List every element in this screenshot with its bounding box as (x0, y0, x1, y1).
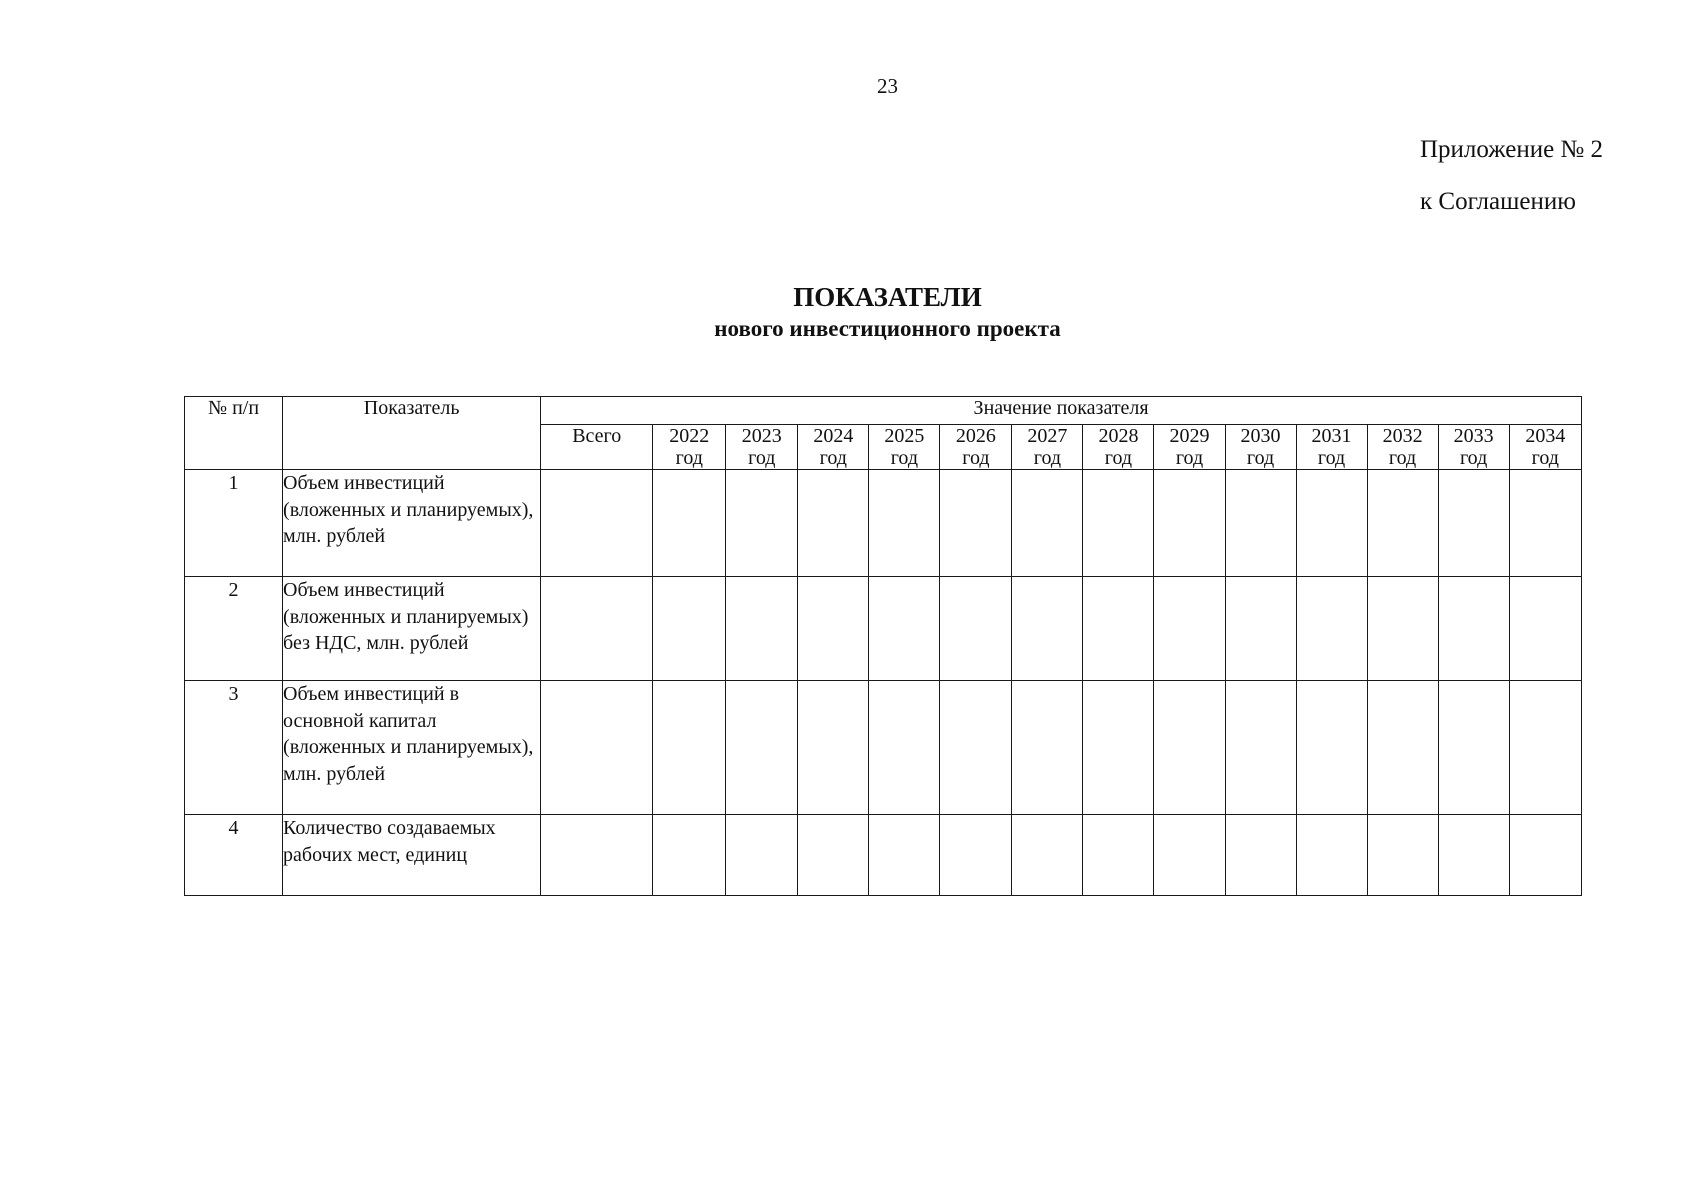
value-cell (1438, 681, 1509, 815)
year-suffix: год (1104, 447, 1133, 469)
column-header-year (798, 425, 869, 470)
column-header-year (1438, 425, 1509, 470)
year-suffix: год (1317, 447, 1346, 469)
value-cell (1083, 577, 1154, 681)
column-header-year (869, 425, 940, 470)
year-value: 2023 (741, 425, 782, 447)
table-row (185, 681, 1582, 815)
value-cell (653, 577, 726, 681)
value-cell (1509, 470, 1581, 577)
value-cell (653, 681, 726, 815)
table-row (185, 577, 1582, 681)
column-header-year (1012, 425, 1083, 470)
value-cell (1438, 577, 1509, 681)
value-cell (1509, 681, 1581, 815)
appendix-reference: к Соглашению (1420, 188, 1576, 215)
year-suffix: год (1388, 447, 1417, 469)
value-cell (1509, 577, 1581, 681)
value-cell (798, 577, 869, 681)
value-cell (1083, 681, 1154, 815)
value-cell-total (541, 815, 653, 896)
value-cell-total (541, 681, 653, 815)
document-title: ПОКАЗАТЕЛИ (793, 282, 982, 312)
appendix-note (1420, 134, 1603, 218)
value-cell (940, 681, 1012, 815)
value-cell (1012, 681, 1083, 815)
document-heading (0, 280, 1695, 344)
column-header-year (1225, 425, 1296, 470)
year-value: 2032 (1382, 425, 1423, 447)
value-cell (1012, 815, 1083, 896)
row-number: 3 (185, 681, 283, 815)
value-cell (653, 815, 726, 896)
value-cell (1154, 577, 1225, 681)
row-number: 4 (185, 815, 283, 896)
year-value: 2026 (955, 425, 996, 447)
year-suffix: год (1175, 447, 1204, 469)
year-value: 2025 (884, 425, 925, 447)
value-cell (1438, 470, 1509, 577)
year-suffix: год (675, 447, 703, 469)
year-suffix: год (1033, 447, 1062, 469)
row-indicator-name: Количество создаваемых рабочих мест, единиц (283, 815, 541, 896)
indicators-table (184, 396, 1582, 896)
year-value: 2029 (1169, 425, 1210, 447)
value-cell (1296, 470, 1367, 577)
value-cell (940, 815, 1012, 896)
year-value: 2028 (1098, 425, 1139, 447)
value-cell-total (541, 470, 653, 577)
column-header-year (1367, 425, 1438, 470)
value-cell (1367, 815, 1438, 896)
value-cell (1225, 681, 1296, 815)
row-number: 2 (185, 577, 283, 681)
value-cell (1225, 470, 1296, 577)
value-cell (1367, 470, 1438, 577)
row-indicator-name: Объем инвестиций (вложенных и планируемых), млн. рублей (283, 470, 541, 577)
column-header-year (1083, 425, 1154, 470)
value-cell (940, 577, 1012, 681)
column-header-total: Всего (541, 425, 653, 470)
value-cell (798, 470, 869, 577)
year-suffix: год (748, 447, 776, 469)
page-number: 23 (877, 74, 898, 98)
value-cell (1225, 577, 1296, 681)
row-number: 1 (185, 470, 283, 577)
value-cell (798, 815, 869, 896)
value-cell (1012, 470, 1083, 577)
column-header-indicator: Показатель (283, 397, 541, 470)
value-cell (940, 470, 1012, 577)
year-suffix: год (1246, 447, 1275, 469)
value-cell (1296, 815, 1367, 896)
year-suffix: год (1531, 447, 1559, 469)
column-header-number: № п/п (185, 397, 283, 470)
value-cell (869, 815, 940, 896)
year-suffix: год (962, 447, 990, 469)
value-cell (798, 681, 869, 815)
value-cell (1012, 577, 1083, 681)
value-cell (726, 470, 798, 577)
value-cell (1083, 815, 1154, 896)
year-value: 2033 (1453, 425, 1494, 447)
column-header-year (653, 425, 726, 470)
value-cell-total (541, 577, 653, 681)
table-row (185, 815, 1582, 896)
value-cell (1367, 681, 1438, 815)
value-cell (869, 577, 940, 681)
year-suffix: год (1459, 447, 1488, 469)
value-cell (653, 470, 726, 577)
header-row-main (185, 397, 1582, 425)
value-cell (1438, 815, 1509, 896)
value-cell (1225, 815, 1296, 896)
value-cell (1367, 577, 1438, 681)
value-cell (869, 681, 940, 815)
value-cell (1296, 681, 1367, 815)
document-subtitle: нового инвестиционного проекта (714, 316, 1061, 341)
column-header-year (1154, 425, 1225, 470)
year-value: 2022 (669, 425, 710, 447)
value-cell (726, 577, 798, 681)
column-header-year (726, 425, 798, 470)
value-cell (1154, 815, 1225, 896)
column-header-year (1296, 425, 1367, 470)
year-value: 2027 (1027, 425, 1068, 447)
column-header-year (940, 425, 1012, 470)
year-value: 2034 (1525, 425, 1566, 447)
value-cell (1154, 470, 1225, 577)
value-cell (869, 470, 940, 577)
year-value: 2030 (1240, 425, 1281, 447)
year-value: 2031 (1311, 425, 1352, 447)
value-cell (1083, 470, 1154, 577)
year-suffix: год (890, 447, 919, 469)
year-suffix: год (819, 447, 847, 469)
row-indicator-name: Объем инвестиций (вложенных и планируемых) без НДС, млн. рублей (283, 577, 541, 681)
appendix-title: Приложение № 2 (1420, 136, 1604, 163)
table-row (185, 470, 1582, 577)
row-indicator-name: Объем инвестиций в основной капитал (вложенных и планируемых), млн. рублей (283, 681, 541, 815)
value-cell (1154, 681, 1225, 815)
column-header-year (1509, 425, 1581, 470)
year-value: 2024 (813, 425, 854, 447)
value-cell (726, 815, 798, 896)
value-cell (726, 681, 798, 815)
column-header-value-group: Значение показателя (541, 397, 1582, 425)
value-cell (1509, 815, 1581, 896)
value-cell (1296, 577, 1367, 681)
